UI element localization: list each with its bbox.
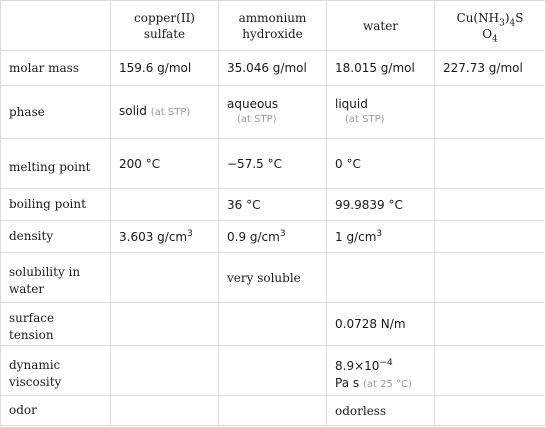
- value-cell: [219, 221, 327, 253]
- row-label: solubility in water: [1, 253, 111, 303]
- row-label: odor: [1, 396, 111, 426]
- row-molar-mass: [1, 51, 546, 86]
- value-cell: 35.046 g/mol: [219, 51, 327, 86]
- value-cell: −57.5 °C: [219, 139, 327, 189]
- row-dynamic-viscosity: [1, 346, 546, 396]
- header-row: [1, 1, 546, 51]
- value-cell: [111, 221, 219, 253]
- row-surface-tension: [1, 303, 546, 346]
- value-cell: 0.0728 N/m: [327, 303, 435, 346]
- formula-subscript: 3: [499, 17, 505, 28]
- formula-part: Cu(NH: [456, 10, 500, 25]
- value-cell: [111, 396, 219, 426]
- value-cell: [435, 396, 546, 426]
- value-cell: [219, 86, 327, 139]
- value-cell: 200 °C: [111, 139, 219, 189]
- row-density: [1, 221, 546, 253]
- value-cell: [435, 221, 546, 253]
- viscosity-note: (at 25 °C): [362, 378, 412, 390]
- phase-note: (at STP): [345, 114, 385, 125]
- row-label: dynamic viscosity: [1, 346, 111, 396]
- column-header-tetraammine-copper-sulfate: [435, 1, 546, 51]
- row-boiling-point: [1, 189, 546, 221]
- density-exponent: 3: [376, 228, 383, 239]
- value-cell: [111, 86, 219, 139]
- row-label: density: [1, 221, 111, 253]
- formula-subscript: 4: [509, 17, 516, 28]
- row-label: phase: [1, 86, 111, 139]
- row-label: melting point: [1, 139, 111, 189]
- density-exponent: 3: [187, 228, 193, 239]
- value-cell: [219, 396, 327, 426]
- value-cell: [111, 346, 219, 396]
- column-header-copper-sulfate: copper(II) sulfate: [111, 1, 219, 51]
- value-cell: [111, 253, 219, 303]
- formula-part: S: [515, 10, 524, 25]
- formula-part: O: [482, 26, 493, 41]
- value-cell: [435, 346, 546, 396]
- value-cell: 159.6 g/mol: [111, 51, 219, 86]
- value-cell: [111, 303, 219, 346]
- row-label: boiling point: [1, 189, 111, 221]
- phase-value: aqueous: [227, 97, 279, 111]
- formula-part: ): [504, 10, 510, 25]
- value-cell: very soluble: [219, 253, 327, 303]
- viscosity-exponent: −4: [379, 357, 393, 368]
- density-value: 3.603 g/cm: [119, 229, 188, 244]
- value-cell: [327, 221, 435, 253]
- phase-note: (at STP): [150, 107, 191, 118]
- value-cell: [435, 253, 546, 303]
- value-cell: [219, 346, 327, 396]
- corner-cell: [1, 1, 111, 51]
- value-cell: [327, 346, 435, 396]
- phase-note: (at STP): [237, 114, 277, 125]
- viscosity-unit: Pa s: [335, 375, 360, 390]
- value-cell: [219, 303, 327, 346]
- value-cell: [327, 86, 435, 139]
- density-value: 0.9 g/cm: [227, 229, 280, 244]
- row-phase: [1, 86, 546, 139]
- value-cell: 99.9839 °C: [327, 189, 435, 221]
- phase-value: liquid: [335, 97, 368, 111]
- value-cell: [435, 139, 546, 189]
- value-cell: [435, 189, 546, 221]
- value-cell: [435, 303, 546, 346]
- value-cell: [435, 86, 546, 139]
- value-cell: odorless: [327, 396, 435, 426]
- column-header-ammonium-hydroxide: ammonium hydroxide: [219, 1, 327, 51]
- value-cell: 0 °C: [327, 139, 435, 189]
- phase-value: solid: [119, 104, 147, 118]
- value-cell: [327, 253, 435, 303]
- row-odor: [1, 396, 546, 426]
- value-cell: 227.73 g/mol: [435, 51, 546, 86]
- density-value: 1 g/cm: [335, 229, 377, 244]
- value-cell: [111, 189, 219, 221]
- row-label: surface tension: [1, 303, 111, 346]
- value-cell: 18.015 g/mol: [327, 51, 435, 86]
- row-melting-point: [1, 139, 546, 189]
- column-header-water: water: [327, 1, 435, 51]
- viscosity-mantissa: 8.9×10: [335, 358, 380, 373]
- density-exponent: 3: [279, 228, 286, 239]
- row-label: molar mass: [1, 51, 111, 86]
- row-solubility: [1, 253, 546, 303]
- value-cell: 36 °C: [219, 189, 327, 221]
- formula-subscript: 4: [492, 33, 498, 44]
